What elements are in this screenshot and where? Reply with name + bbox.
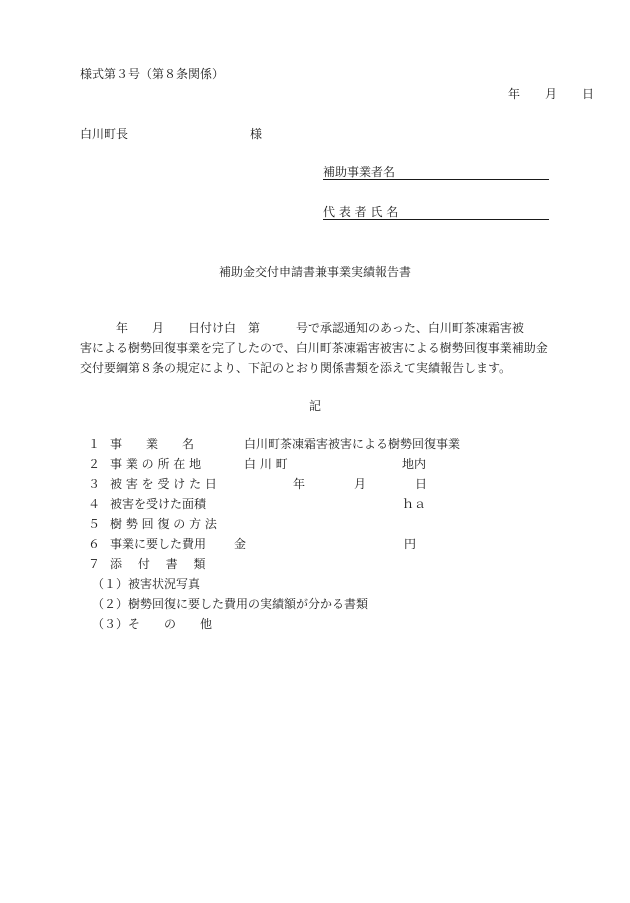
item-label: 添 付 書 類	[110, 557, 206, 571]
item-label: 事 業 名	[110, 437, 195, 451]
item-number: ５	[88, 517, 101, 531]
item-value: 金	[234, 537, 247, 551]
date-month: 月	[545, 87, 558, 101]
item-label: 被害を受けた面積	[110, 497, 207, 511]
ki-heading: 記	[308, 399, 321, 413]
date-year: 年	[508, 87, 521, 101]
attachment-item: （２）樹勢回復に要した費用の実績額が分かる書類	[92, 597, 369, 611]
body-line-2: 害による樹勢回復事業を完了したので、白川町茶凍霜害被害による樹勢回復事業補助金	[80, 341, 548, 355]
item-value: 白川町茶凍霜害被害による樹勢回復事業	[244, 437, 461, 451]
addressee-honorific: 様	[250, 127, 263, 141]
representative-label: 代 表 者 氏 名	[323, 205, 399, 219]
attachment-item: （１）被害状況写真	[92, 577, 201, 591]
business-name-label: 補助事業者名	[323, 165, 396, 179]
item-number: ６	[88, 537, 101, 551]
item-number: ３	[88, 477, 101, 491]
date-day: 日	[582, 87, 595, 101]
item-suffix: ｈａ	[402, 497, 427, 511]
addressee-name: 白川町長	[80, 127, 129, 141]
item-suffix: 地内	[402, 457, 427, 471]
item-day: 日	[415, 477, 428, 491]
item-value: 白 川 町	[244, 457, 288, 471]
body-line-3: 交付要綱第８条の規定により、下記のとおり関係書類を添えて実績報告します。	[80, 361, 512, 375]
item-number: １	[88, 437, 101, 451]
item-number: ２	[88, 457, 101, 471]
document-title: 補助金交付申請書兼事業実績報告書	[218, 265, 411, 279]
body-line-1: 年 月 日付け白 第 号で承認通知のあった、白川町茶凍霜害被	[80, 321, 524, 335]
attachment-item: （３）そ の 他	[92, 617, 213, 631]
item-label: 事業に要した費用	[110, 537, 207, 551]
item-label: 被 害 を 受 け た 日	[110, 477, 217, 491]
business-name-field[interactable]	[323, 179, 549, 180]
item-suffix: 円	[404, 537, 417, 551]
item-label: 樹 勢 回 復 の 方 法	[110, 517, 217, 531]
item-number: ４	[88, 497, 101, 511]
item-label: 事 業 の 所 在 地	[110, 457, 202, 471]
form-number: 様式第３号（第８条関係）	[80, 67, 225, 81]
item-month: 月	[354, 477, 367, 491]
item-number: ７	[88, 557, 101, 571]
representative-field[interactable]	[323, 219, 549, 220]
item-year: 年	[293, 477, 306, 491]
